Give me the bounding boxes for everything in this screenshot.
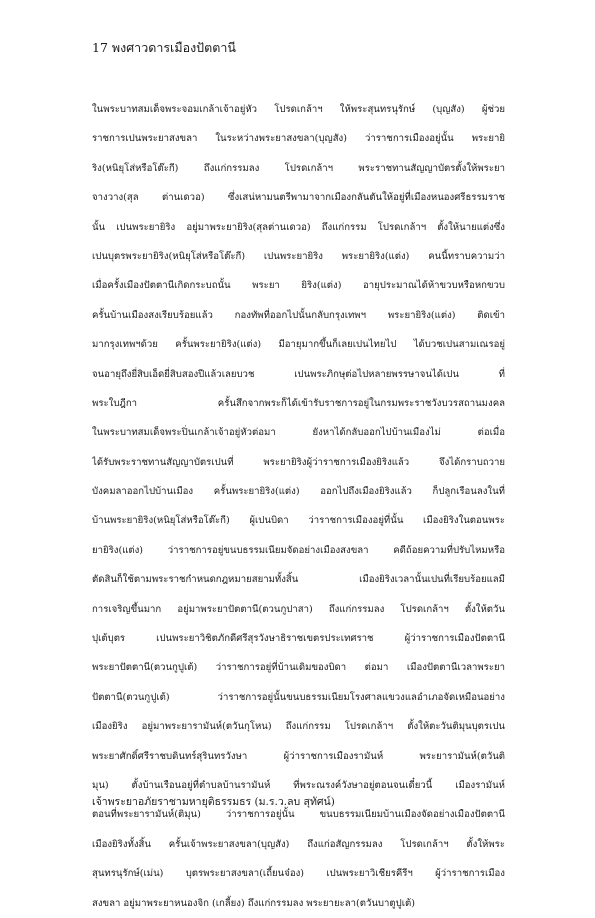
body-line: พระใบฎีกา ครั้นสึกจากพระก็ได้เข้ารับราชการอยู่ในกรมพระราชวังบวรสถานมงคล: [92, 397, 505, 409]
body-line: เมื่อครั้งเมืองปัตตานีเกิดกระบถนั้น พระยา ยิริง(แต่ง) อายุประมาณได้ห้าขวบหรือหกขวบ: [92, 280, 505, 292]
body-line: ตัดสินก็ใช้ตามพระราชกำหนดกฎหมายสยามทั้งสิ้น เมืองยิริงเวลานั้นเปนที่เรียบร้อยแลมี: [92, 574, 505, 586]
body-line: การเจริญขึ้นมาก อยู่มาพระยาปัตตานี(ตวนกูปาสา) ถึงแก่กรรมลง โปรดเกล้าฯ ตั้งให้ตวัน: [92, 603, 505, 615]
page-number: 17: [92, 40, 108, 55]
body-line: ยายิริง(แต่ง) ว่าราชการอยู่ขนบธรรมเนียมจัดอย่างเมืองสงขลา คดีถ้อยความที่ปรับไหมหรือ: [92, 544, 505, 556]
body-line: ได้รับพระราชทานสัญญาบัตรเปนที่ พระยายิริงผู้ว่าราชการเมืองยิริงแล้ว จึงได้กราบถวาย: [92, 456, 505, 468]
body-line: เปนบุตรพระยายิริง(หนิยุโส่หรือโต๊ะกี) เปนพระยายิริง พระยายิริง(แต่ง) คนนี้ทราบความว่า: [92, 250, 505, 262]
body-line: จางวาง(สุล ต่านเดวอ) ซึ่งเสน่หามนตรีพามาจากเมืองกลันตันให้อยู่ที่เมืองหนองศรีธรรมราช: [92, 192, 505, 204]
page-footer: เจ้าพระยาอภัยราชามหายุติธรรมธร (ม.ร.ว.ลบ สุทัศน์): [92, 796, 335, 808]
body-line: ในพระบาทสมเด็จพระจอมเกล้าเจ้าอยู่หัว โปรดเกล้าฯ ให้พระสุนทรนุรักษ์ (บุญสัง) ผู้ช่วย: [92, 104, 505, 115]
body-line: เมืองยิริง อยู่มาพระยารามันห์(ตวันกุโหน) ถึงแก่กรรม โปรดเกล้าฯ ตั้งให้ตะวันติมุนบุตรเปน: [92, 721, 505, 733]
body-line: ปุเต้บุตร เปนพระยาวิชิตภักดีศรีสุรวังษาธิราชเขตรประเทศราช ผู้ว่าราชการเมืองปัตตานี: [92, 633, 505, 645]
body-line: จนอายุถึงยี่สิบเอ็ดยี่สิบสองปีแล้วเลยบวช เปนพระภิกษุต่อไปหลายพรรษาจนได้เปน ที่: [92, 368, 505, 380]
body-line: บังคมลาออกไปบ้านเมือง ครั้นพระยายิริง(แต่ง) ออกไปถึงเมืองยิริงแล้ว ก็ปลูกเรือนลงในที่: [92, 486, 505, 498]
page-title: พงศาวดารเมืองปัตตานี: [111, 40, 236, 55]
page-header: [92, 38, 236, 58]
body-line: มากรุงเทพฯด้วย ครั้นพระยายิริง(แต่ง) มีอายุมากขึ้นก็เลยเปนไทยไป ได้บวชเปนสามเณรอยู่: [92, 339, 505, 351]
body-line: ริง(หนิยุโส่หรือโต๊ะกี) ถึงแก่กรรมลง โปรดเกล้าฯ พระราชทานสัญญาบัตรตั้งให้พระยา: [92, 162, 505, 174]
body-line: สงขลา อยู่มาพระยาหนองจิก (เกลี้ยง) ถึงแก่กรรมลง พระยายะลา(ตวันบาตูปูเต้): [92, 897, 415, 909]
body-line: เมืองยิริงทั้งสิ้น ครั้นเจ้าพระยาสงขลา(บุญสัง) ถึงแก่อสัญกรรมลง โปรดเกล้าฯ ตั้งให้พระ: [92, 838, 505, 850]
body-line: ราชการเปนพระยาสงขลา ในระหว่างพระยาสงขลา(บุญสัง) ว่าราชการเมืองอยู่นั้น พระยายิ: [92, 133, 505, 145]
body-line: สุนทรนุรักษ์(เม่น) บุตรพระยาสงขลา(เถี้ยนจ๋อง) เปนพระยาวิเชียรคีรีฯ ผู้ว่าราชการเมือง: [92, 868, 505, 880]
body-line: พระยาปัตตานี(ตวนกูปูเต้) ว่าราชการอยู่ที่บ้านเดิมของบิดา ต่อมา เมืองปัตตานีเวลาพระยา: [92, 662, 505, 674]
body-line: ปัตตานี(ตวนกูปูเต้) ว่าราชการอยู่นั้นขนบธรรมเนียมโรงศาลแขวงแลอำเภอจัดเหมือนอย่าง: [92, 691, 505, 703]
body-line: มุน) ตั้งบ้านเรือนอยู่ที่ตำบลบ้านรามันห์ ที่พระณรงค์วังษาอยู่ตอนจนเดี๋ยวนี้ เมืองรามันห์: [92, 779, 505, 791]
body-line: ตอนที่พระยารามันห์(ติมุน) ว่าราชการอยู่นั้น ขนบธรรมเนียมบ้านเมืองจัดอย่างเมืองปัตตานี: [92, 809, 505, 821]
body-line: นั้น เปนพระยายิริง อยู่มาพระยายิริง(สุลต่านเดวอ) ถึงแก่กรรม โปรดเกล้าฯ ตั้งให้นายแต่งซึ่ง: [92, 221, 505, 233]
body-line: พระยาศักดิ์ศรีราชบดินทร์สุรินทรวังษา ผู้ว่าราชการเมืองรามันห์ พระยารามันห์(ตวันติ: [92, 750, 505, 762]
body-line: ครั้นบ้านเมืองสงเรียบร้อยแล้ว กองทัพที่ออกไปนั้นกลับกรุงเทพฯ พระยายิริง(แต่ง) ติดเข้า: [92, 309, 505, 321]
body-line: บ้านพระยายิริง(หนิยุโส่หรือโต๊ะกี) ผู้เปนบิดา ว่าราชการเมืองอยู่ที่นั้น เมืองยิริงในตอนพระ: [92, 515, 505, 527]
body-line: ในพระบาทสมเด็จพระปิ่นเกล้าเจ้าอยู่หัวต่อมา ยังหาได้กลับออกไปบ้านเมืองไม่ ต่อเมื่อ: [92, 427, 505, 439]
